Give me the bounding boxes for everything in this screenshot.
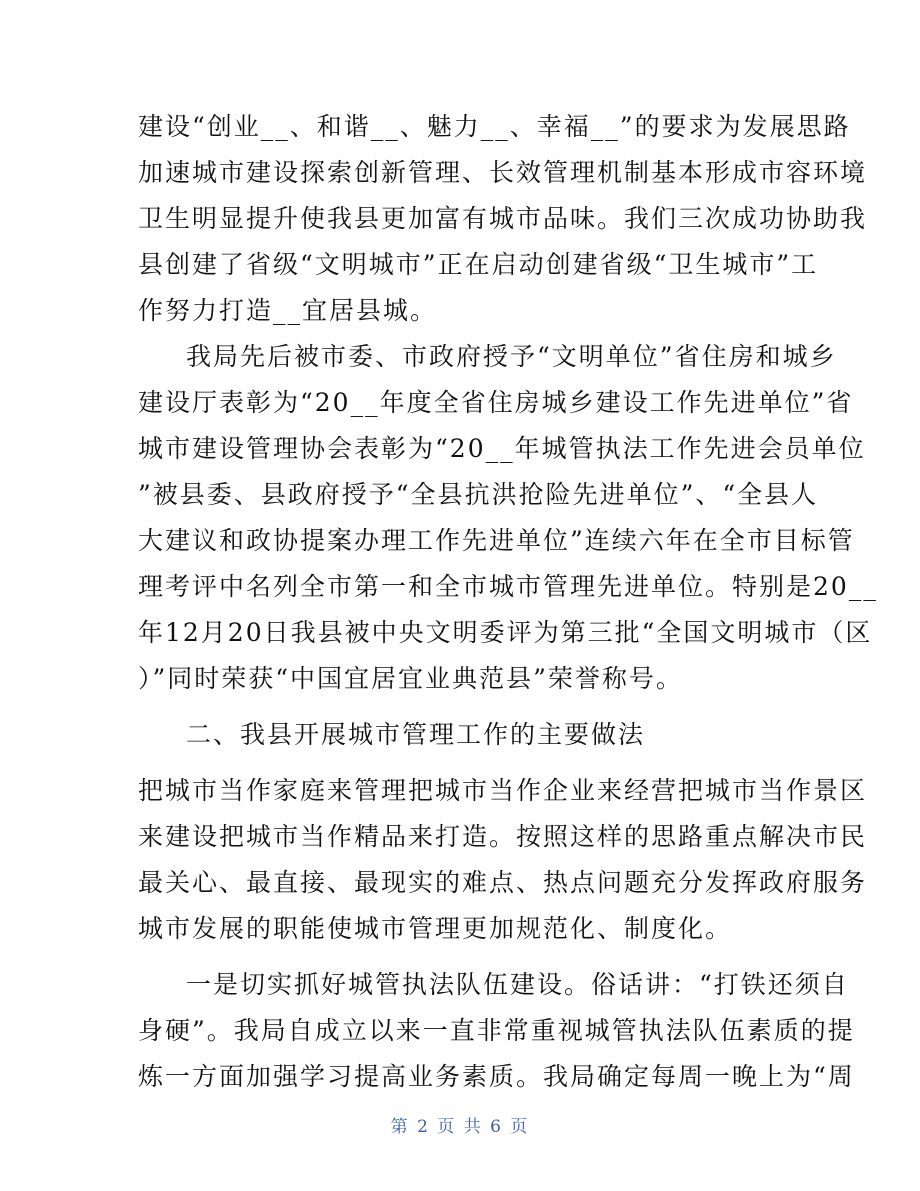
text-line: 县创建了省级“文明城市”正在启动创建省级“卫生城市”工 (138, 250, 819, 279)
text-line: 来建设把城市当作精品来打造。按照这样的思路重点解决市民 (138, 822, 868, 851)
text-line: 最关心、最直接、最现实的难点、热点问题充分发挥政府服务 (138, 868, 868, 897)
section-heading: 二、我县开展城市管理工作的主要做法 (186, 720, 646, 749)
paragraph-first-line: 我局先后被市委、市政府授予“文明单位”省住房和城乡 (186, 342, 837, 371)
text-line: 建设“创业__、和谐__、魅力__、幸福__”的要求为发展思路 (138, 112, 851, 141)
text-line: 建设厅表彰为“20__年度全省住房城乡建设工作先进单位”省 (138, 388, 854, 417)
text-line: 城市建设管理协会表彰为“20__年城管执法工作先进会员单位 (138, 434, 866, 463)
text-line: 卫生明显提升使我县更加富有城市品味。我们三次成功协助我 (138, 204, 868, 233)
text-line: 大建议和政协提案办理工作先进单位”连续六年在全市目标管 (138, 526, 855, 555)
text-line: 理考评中名列全市第一和全市城市管理先进单位。特别是20__ (138, 572, 878, 601)
text-line: ”被县委、县政府授予“全县抗洪抢险先进单位”、“全县人 (138, 480, 819, 509)
text-line: 城市发展的职能使城市管理更加规范化、制度化。 (138, 914, 733, 943)
paragraph-first-line: 一是切实抓好城管执法队伍建设。俗话讲：“打铁还须自 (186, 970, 849, 999)
text-line: 加速城市建设探索创新管理、长效管理机制基本形成市容环境 (138, 158, 868, 187)
text-line: 作努力打造__宜居县城。 (138, 296, 438, 325)
page-number-footer: 第 2 页 共 6 页 (390, 1117, 530, 1137)
text-line: 把城市当作家庭来管理把城市当作企业来经营把城市当作景区 (138, 776, 868, 805)
text-line: 炼一方面加强学习提高业务素质。我局确定每周一晚上为“周 (138, 1062, 855, 1091)
text-line: 身硬”。我局自成立以来一直非常重视城管执法队伍素质的提 (138, 1016, 855, 1045)
text-line: ）”同时荣获“中国宜居宜业典范县”荣誉称号。 (138, 664, 683, 693)
text-line: 年12月20日我县被中央文明委评为第三批“全国文明城市（区 (138, 618, 873, 647)
